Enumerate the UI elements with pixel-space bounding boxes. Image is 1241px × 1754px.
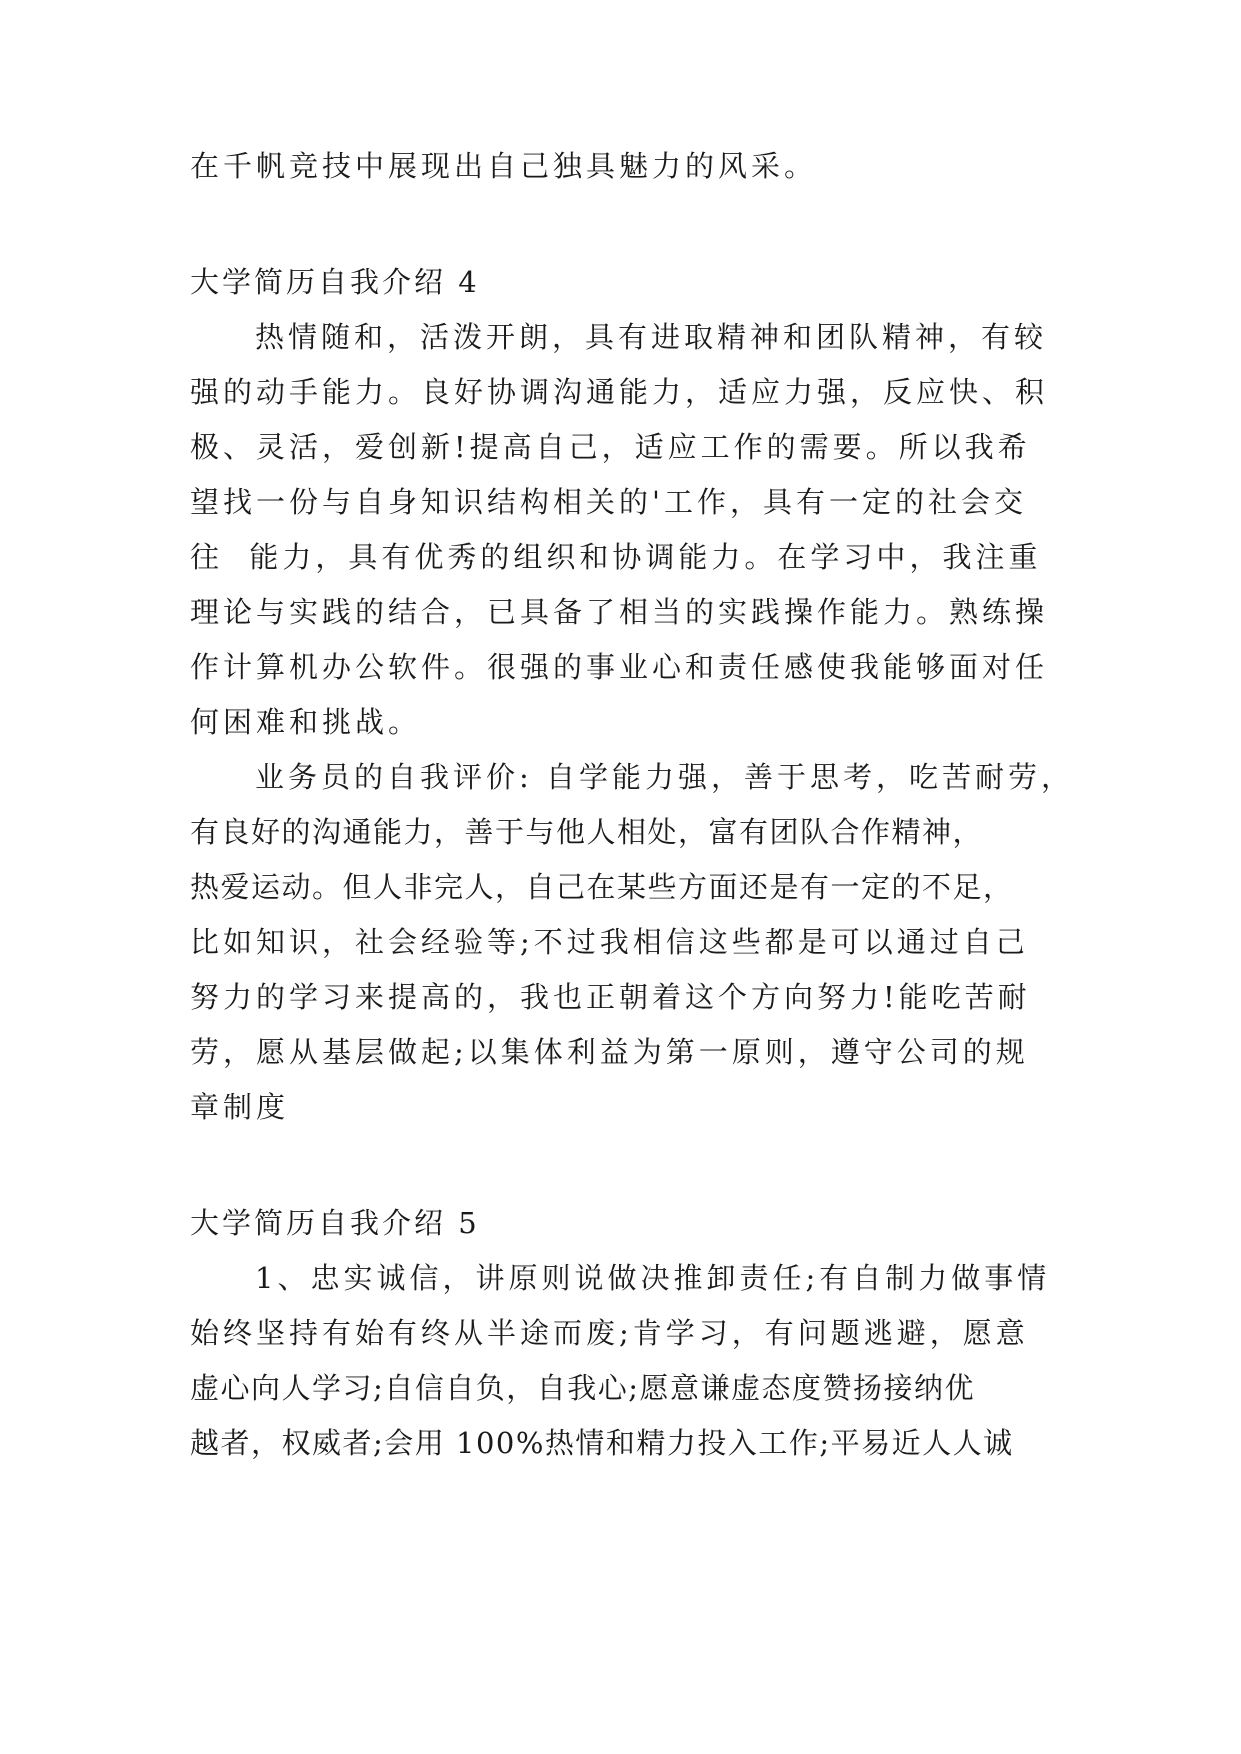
s4-p1-line-3: 极、灵活，爱创新!提高自己，适应工作的需要。所以我希 [190, 430, 1031, 464]
s4-p1-line-8: 何困难和挑战。 [190, 705, 422, 739]
s5-p1-line-3: 虚心向人学习;自信自负，自我心;愿意谦虚态度赞扬接纳优 [190, 1371, 976, 1405]
s4-p2-line-3: 热爱运动。但人非完人，自己在某些方面还是有一定的不足， [190, 870, 1014, 904]
s4-p1-line-5: 往 能力，具有优秀的组织和协调能力。在学习中，我注重 [190, 540, 1042, 574]
s4-p2-line-5: 努力的学习来提高的，我也正朝着这个方向努力!能吃苦耐 [190, 980, 1031, 1014]
s4-p1-line-1: 热情随和，活泼开朗，具有进取精神和团队精神，有较 [255, 320, 1048, 354]
s5-p1-line-2: 始终坚持有始有终从半途而废;肯学习，有问题逃避，愿意 [190, 1316, 1029, 1350]
s4-p2-line-7: 章制度 [190, 1090, 290, 1124]
s4-p2-line-1: 业务员的自我评价: 自学能力强，善于思考，吃苦耐劳， [255, 760, 1074, 794]
s4-p2-line-2: 有良好的沟通能力，善于与他人相处，富有团队合作精神， [190, 815, 984, 849]
s4-p2-line-4: 比如知识，社会经验等;不过我相信这些都是可以通过自己 [190, 925, 1029, 959]
s5-p1-line-4: 越者，权威者;会用 100%热情和精力投入工作;平易近人人诚 [190, 1426, 1014, 1460]
intro-tail-line: 在千帆竞技中展现出自己独具魅力的风采。 [190, 149, 818, 183]
s5-p1-line-1: 1、忠实诚信，讲原则说做决推卸责任;有自制力做事情 [255, 1261, 1051, 1295]
s4-p1-line-6: 理论与实践的结合，已具备了相当的实践操作能力。熟练操 [190, 595, 1049, 629]
s4-p1-line-7: 作计算机办公软件。很强的事业心和责任感使我能够面对任 [190, 650, 1049, 684]
s4-p1-line-2: 强的动手能力。良好协调沟通能力，适应力强，反应快、积 [190, 375, 1049, 409]
section-4-title: 大学简历自我介绍 4 [190, 265, 480, 299]
s4-p2-line-6: 劳，愿从基层做起;以集体利益为第一原则，遵守公司的规 [190, 1035, 1029, 1069]
section-5-title: 大学简历自我介绍 5 [190, 1206, 480, 1240]
s4-p1-line-4: 望找一份与自身知识结构相关的'工作，具有一定的社会交 [190, 485, 1027, 519]
